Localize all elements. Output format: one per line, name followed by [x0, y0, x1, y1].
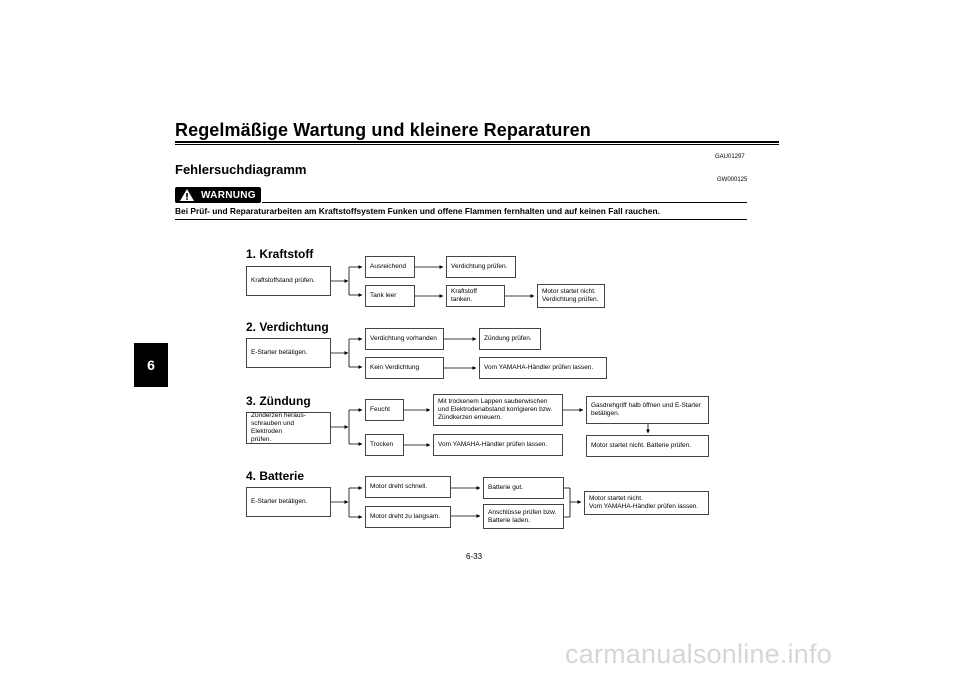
page-number: 6-33 — [466, 552, 483, 561]
watermark: carmanualsonline.info — [565, 639, 832, 669]
verdichtung-a2-text: Zündung prüfen. — [484, 335, 532, 342]
zuendung-b3-text: Motor startet nicht. Batterie prüfen. — [591, 442, 692, 449]
batterie-a2-text: Batterie gut. — [488, 484, 524, 491]
kraftstoff-start-text: Kraftstoffstand prüfen. — [251, 277, 315, 284]
verdichtung-b1-box — [365, 357, 444, 379]
zuendung-a1-text: Feucht — [370, 406, 390, 413]
kraftstoff-b3-box — [537, 284, 605, 308]
zuendung-a2-box — [433, 394, 563, 426]
zuendung-a1-box — [365, 399, 404, 421]
batterie-a1-box — [365, 476, 451, 498]
verdichtung-b2-box — [479, 357, 607, 379]
batterie-b2-text: Anschlüsse prüfen bzw. Batterie laden. — [488, 508, 557, 524]
section-batterie-title: 4. Batterie — [246, 469, 305, 483]
page-title: Regelmäßige Wartung und kleinere Reparaturen — [175, 120, 591, 140]
section-zuendung-title: 3. Zündung — [246, 394, 311, 408]
verdichtung-a1-box — [365, 328, 444, 350]
kraftstoff-a1-text: Ausreichend — [370, 263, 407, 270]
kraftstoff-b1-box — [365, 285, 415, 307]
batterie-a2-box — [483, 477, 564, 499]
kraftstoff-a1-box — [365, 256, 415, 278]
batterie-b2-box — [483, 504, 564, 529]
zuendung-b3-box — [586, 435, 709, 457]
verdichtung-a1-text: Verdichtung vorhanden — [370, 335, 437, 342]
zuendung-a2-text: Mit trockenem Lappen sauberwischen und Elektrodenabstand korrigieren bzw. Zündkerzen erneuern. — [438, 398, 553, 421]
verdichtung-b2-text: Vom YAMAHA-Händler prüfen lassen. — [484, 364, 594, 371]
kraftstoff-a2-box — [446, 256, 516, 278]
code-gw: GW000125 — [717, 177, 748, 183]
zuendung-a3-box — [586, 396, 709, 424]
verdichtung-a2-box — [479, 328, 541, 350]
batterie-a1-text: Motor dreht schnell. — [370, 483, 428, 490]
batterie-end-box — [584, 491, 709, 515]
warning-label: WARNUNG — [201, 189, 256, 201]
zuendung-b2-text: Vom YAMAHA-Händler prüfen lassen. — [438, 441, 548, 448]
section-title: Fehlersuchdiagramm — [175, 162, 307, 177]
batterie-b1-box — [365, 506, 451, 528]
batterie-start-box — [246, 487, 331, 517]
kraftstoff-b3-text: Motor startet nicht. Verdichtung prüfen. — [542, 288, 599, 303]
verdichtung-b1-text: Kein Verdichtung — [370, 364, 420, 371]
zuendung-b2-box — [433, 434, 563, 456]
chapter-number: 6 — [147, 357, 155, 373]
code-gau: GAU01297 — [715, 154, 745, 160]
batterie-start-text: E-Starter betätigen. — [251, 498, 308, 505]
batterie-b1-text: Motor dreht zu langsam. — [370, 513, 441, 520]
zuendung-start-box — [246, 412, 331, 444]
zuendung-a3-text: Gasdrehgriff halb öffnen und E-Starter betätigen. — [591, 402, 701, 417]
zuendung-start-text: Zünderzen heraus- schrauben und Elektroden prüfen. — [251, 412, 306, 443]
kraftstoff-b2-text: Kraftstoff tanken. — [451, 288, 477, 303]
section-verdichtung-title: 2. Verdichtung — [246, 320, 329, 334]
batterie-end-text: Motor startet nicht. Vom YAMAHA-Händler prüfen lassen. — [589, 495, 699, 510]
warning-text: Bei Prüf- und Reparaturarbeiten am Kraftstoffsystem Funken und offene Flammen fernhalten und auf keinen Fall rauchen. — [175, 206, 660, 216]
section-kraftstoff-title: 1. Kraftstoff — [246, 247, 314, 261]
verdichtung-start-text: E-Starter betätigen. — [251, 349, 308, 356]
verdichtung-start-box — [246, 338, 331, 368]
kraftstoff-a2-text: Verdichtung prüfen. — [451, 263, 508, 270]
kraftstoff-b1-text: Tank leer — [370, 292, 397, 299]
zuendung-b1-box — [365, 434, 404, 456]
kraftstoff-b2-box — [446, 285, 505, 307]
kraftstoff-start-box — [246, 266, 331, 296]
zuendung-b1-text: Trocken — [370, 441, 394, 448]
